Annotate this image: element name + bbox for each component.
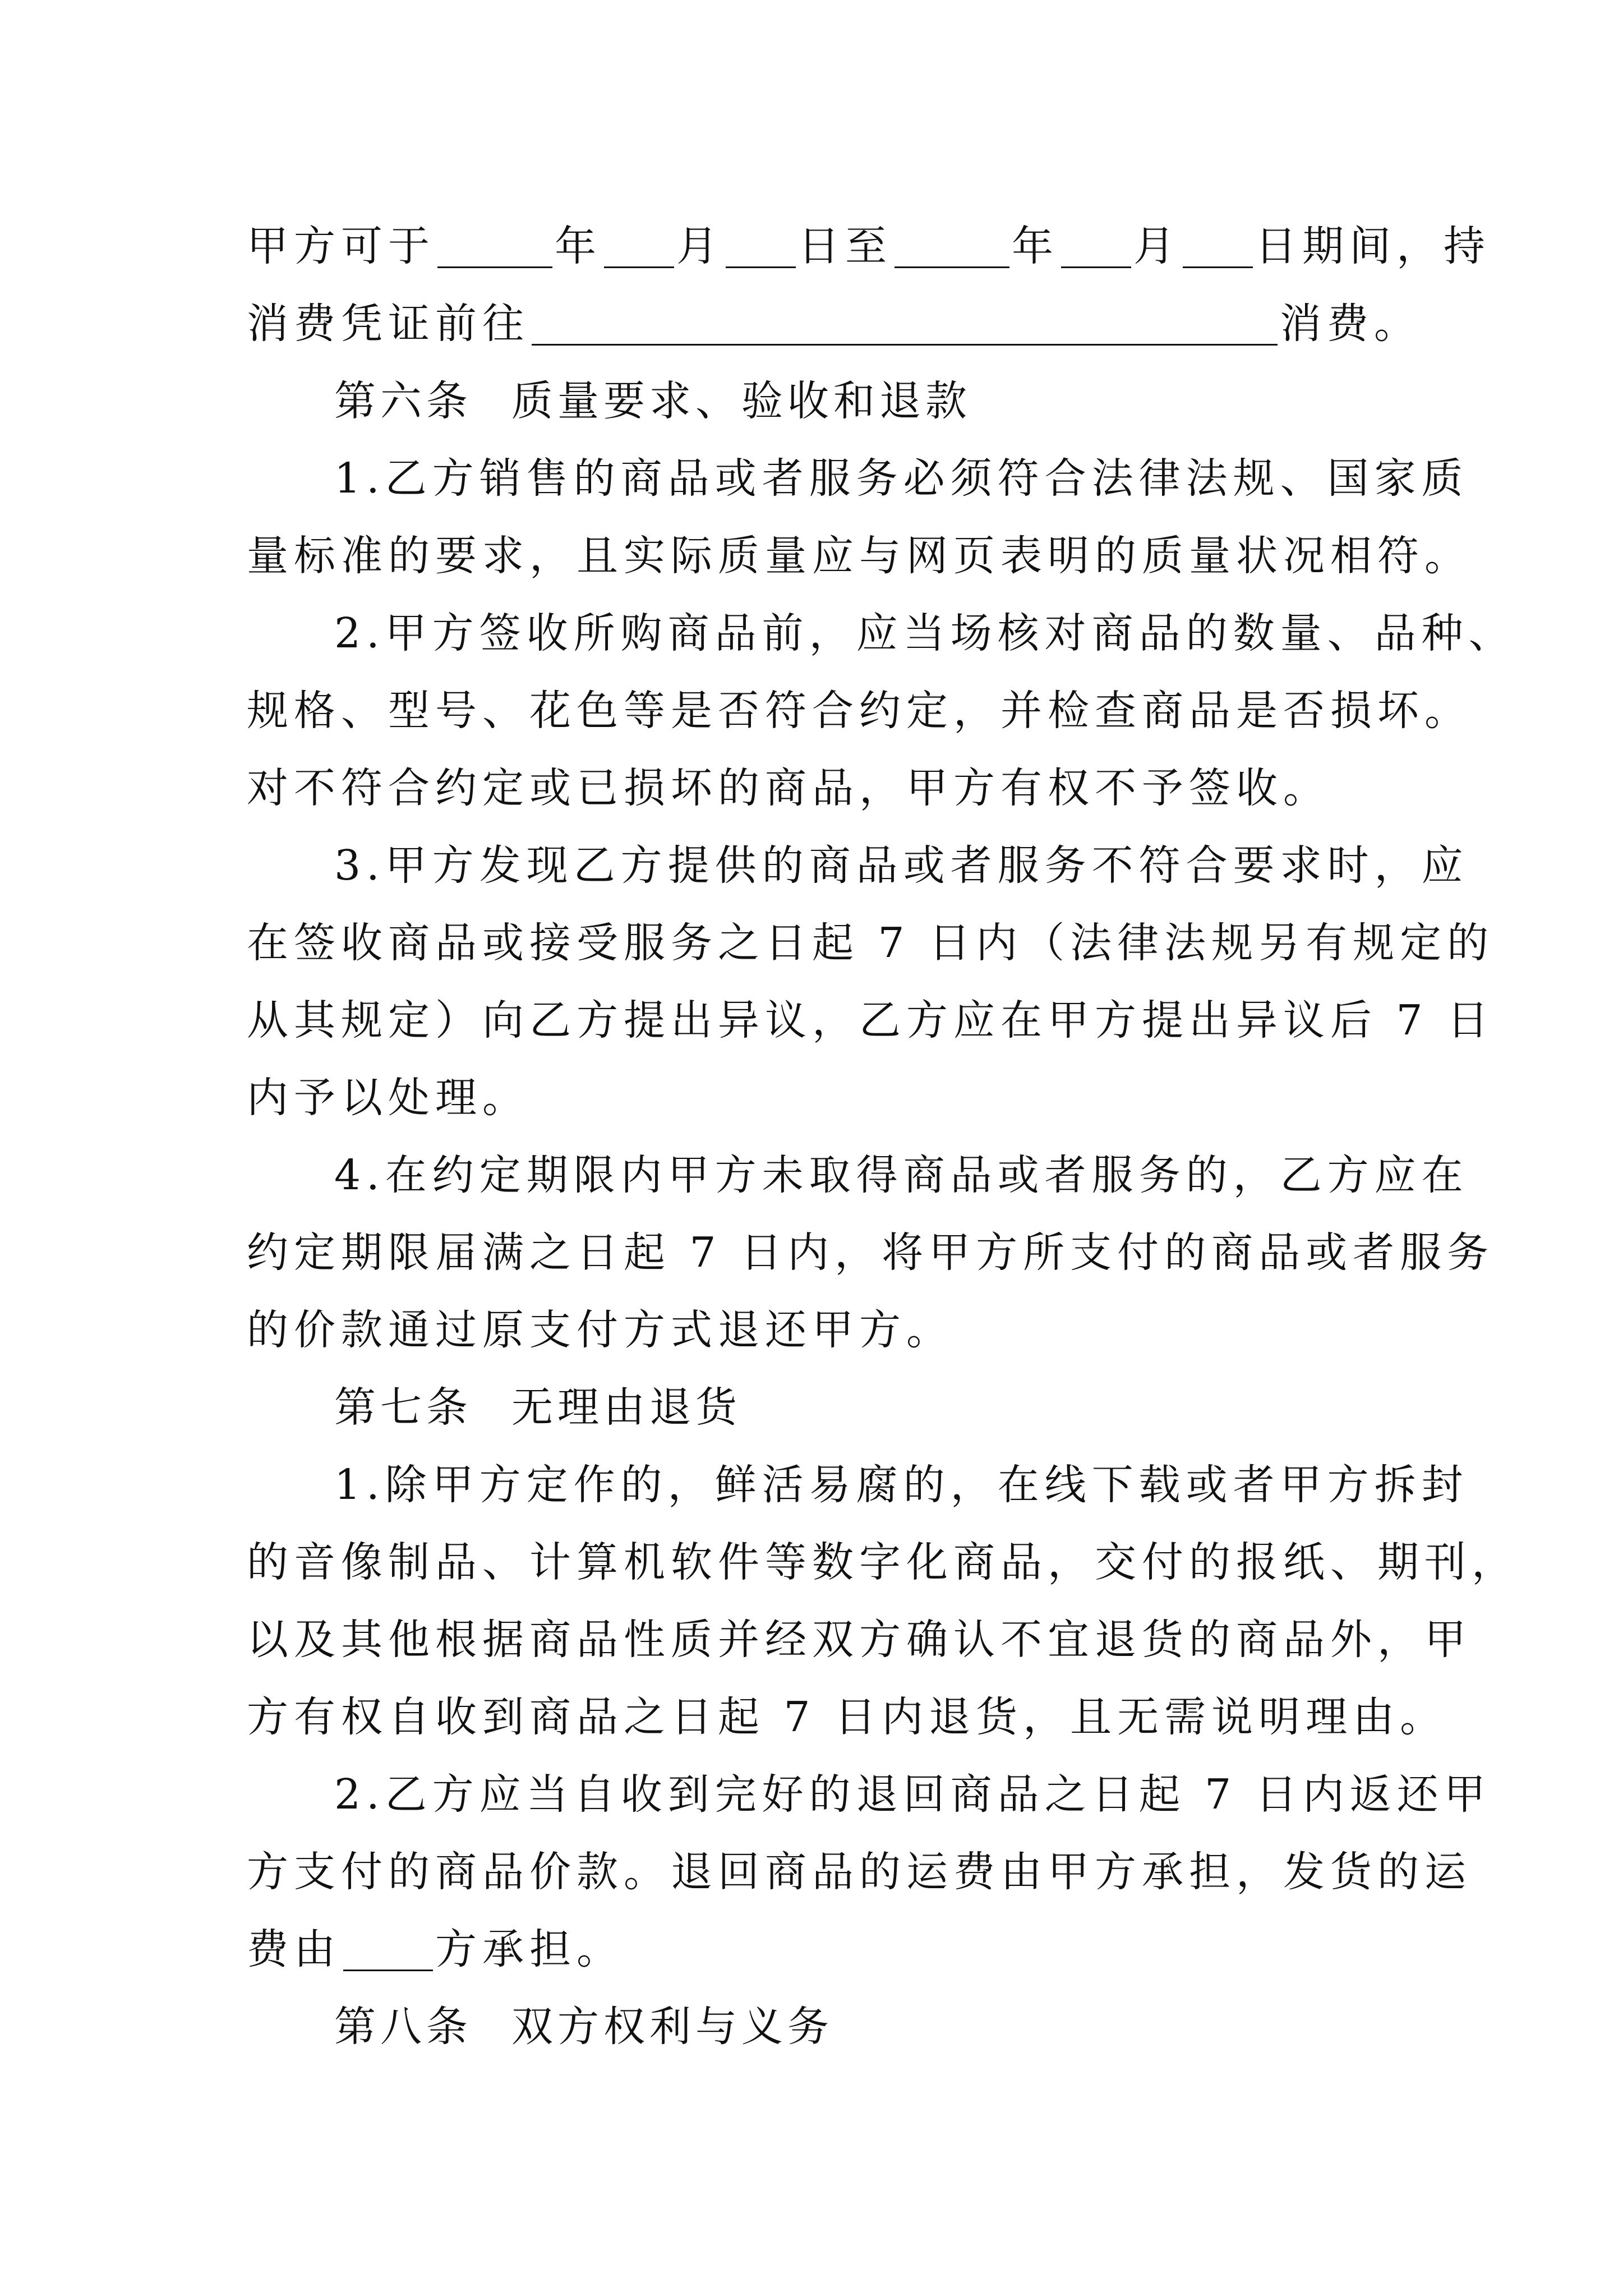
text-line: 从其规定）向乙方提出异议，乙方应在甲方提出异议后 7 日 bbox=[247, 996, 1495, 1045]
text-segment: 年 bbox=[555, 222, 602, 270]
paragraph bbox=[247, 1446, 1519, 1756]
text-line bbox=[247, 208, 1491, 285]
text-line: 方支付的商品价款。退回商品的运费由甲方承担，发货的运 bbox=[247, 1848, 1472, 1896]
text-line: 量标准的要求，且实际质量应与网页表明的质量状况相符。 bbox=[247, 532, 1472, 580]
text-segment: 费由 bbox=[247, 1925, 341, 1973]
text-line: 在签收商品或接受服务之日起 7 日内（法律法规另有规定的 bbox=[247, 919, 1495, 967]
paragraph bbox=[247, 827, 1495, 1137]
article-number: 第八条 bbox=[334, 2003, 472, 2051]
text-segment: 消费凭证前往 bbox=[247, 300, 529, 348]
text-line: 4.在约定期限内甲方未取得商品或者服务的，乙方应在 bbox=[334, 1151, 1469, 1199]
fill-in-blank-month bbox=[1061, 225, 1131, 268]
text-segment: 方承担。 bbox=[435, 1925, 624, 1973]
text-line: 以及其他根据商品性质并经双方确认不宜退货的商品外，甲 bbox=[247, 1616, 1472, 1664]
text-line: 规格、型号、花色等是否符合约定，并检查商品是否损坏。 bbox=[247, 687, 1472, 735]
text-segment: 月 bbox=[676, 222, 723, 270]
text-line: 的价款通过原支付方式退还甲方。 bbox=[247, 1306, 953, 1354]
article-number: 第六条 bbox=[334, 377, 472, 425]
text-line: 约定期限届满之日起 7 日内，将甲方所支付的商品或者服务 bbox=[247, 1228, 1495, 1277]
article-title: 无理由退货 bbox=[511, 1383, 741, 1432]
document-page bbox=[247, 208, 1519, 2065]
paragraph bbox=[247, 1756, 1491, 1988]
fill-in-blank-month bbox=[604, 225, 674, 268]
text-line bbox=[247, 285, 1421, 362]
article-number: 第七条 bbox=[334, 1383, 472, 1432]
fill-in-blank-year bbox=[437, 225, 552, 268]
text-segment: 日期间，持 bbox=[1255, 222, 1491, 270]
text-line: 2.甲方签收所购商品前，应当场核对商品的数量、品种、 bbox=[334, 609, 1516, 657]
paragraph bbox=[247, 1137, 1495, 1369]
text-line: 内予以处理。 bbox=[247, 1074, 529, 1122]
text-line: 1.乙方销售的商品或者服务必须符合法律法规、国家质 bbox=[334, 454, 1469, 503]
text-segment: 甲方可于 bbox=[247, 222, 435, 270]
text-line bbox=[247, 1911, 1385, 1988]
article-heading bbox=[247, 362, 1385, 440]
article-heading bbox=[247, 1988, 1385, 2065]
text-line: 方有权自收到商品之日起 7 日内退货，且无需说明理由。 bbox=[247, 1693, 1447, 1741]
text-segment: 月 bbox=[1133, 222, 1181, 270]
text-line: 的音像制品、计算机软件等数字化商品，交付的报纸、期刊， bbox=[247, 1538, 1519, 1586]
paragraph bbox=[247, 440, 1472, 595]
text-line: 对不符合约定或已损坏的商品，甲方有权不予签收。 bbox=[247, 764, 1330, 812]
article-title: 双方权利与义务 bbox=[511, 2003, 833, 2051]
text-line: 2.乙方应当自收到完好的退回商品之日起 7 日内返还甲 bbox=[334, 1770, 1491, 1819]
text-segment: 消费。 bbox=[1280, 300, 1421, 348]
paragraph bbox=[247, 595, 1516, 827]
fill-in-blank-day bbox=[1183, 225, 1253, 268]
article-heading bbox=[247, 1369, 1385, 1446]
fill-in-blank-party bbox=[343, 1928, 433, 1971]
text-line: 3.甲方发现乙方提供的商品或者服务不符合要求时，应 bbox=[334, 841, 1469, 890]
article-title: 质量要求、验收和退款 bbox=[511, 377, 971, 425]
text-segment: 年 bbox=[1012, 222, 1059, 270]
fill-in-blank-day bbox=[726, 225, 796, 268]
text-segment: 日至 bbox=[798, 222, 892, 270]
fill-in-blank-year bbox=[895, 225, 1009, 268]
text-line: 1.除甲方定作的，鲜活易腐的，在线下载或者甲方拆封 bbox=[334, 1461, 1469, 1509]
fill-in-blank-location bbox=[532, 302, 1278, 346]
